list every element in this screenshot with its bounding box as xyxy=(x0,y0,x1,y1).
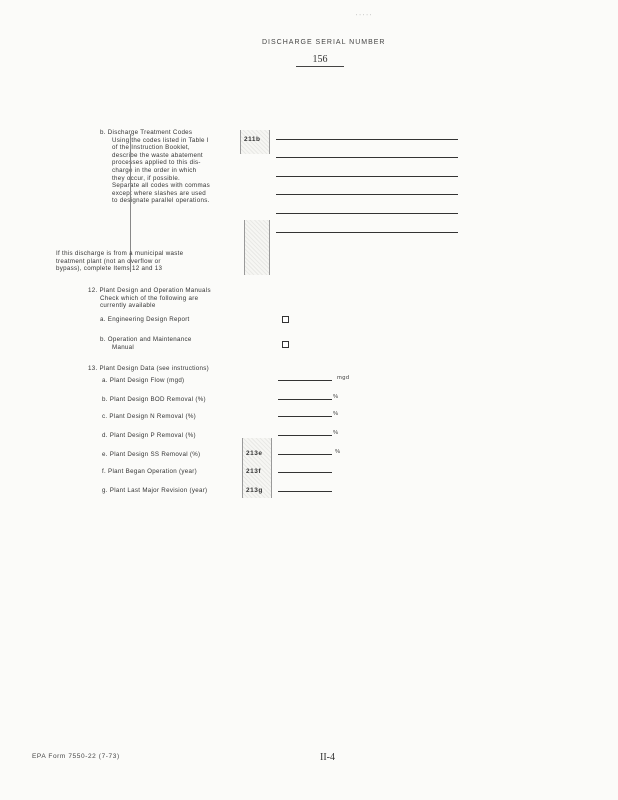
item-12b-line: Manual xyxy=(112,343,135,351)
row-label: d. Plant Design P Removal (%) xyxy=(102,432,196,439)
row-unit: % xyxy=(335,449,341,455)
row-label: a. Plant Design Flow (mgd) xyxy=(102,377,185,384)
ss-removal-field[interactable] xyxy=(278,454,332,455)
code-label-213f: 213f xyxy=(246,468,262,475)
treatment-line: Separate all codes with commas xyxy=(112,182,211,190)
treatment-line: to designate parallel operations. xyxy=(112,197,210,205)
municipal-note xyxy=(56,250,246,273)
treatment-line: describe the waste abatement xyxy=(112,151,203,159)
item-12b-line: b. Operation and Maintenance xyxy=(100,336,192,343)
treatment-line: charge in the order in which xyxy=(112,166,197,174)
treatment-code-line-2[interactable] xyxy=(276,157,458,158)
treatment-line: of the Instruction Booklet, xyxy=(112,144,190,152)
item-12-line: currently available xyxy=(100,302,156,310)
treatment-code-line-6[interactable] xyxy=(276,232,458,233)
municipal-line: If this discharge is from a municipal waste xyxy=(56,250,184,257)
p-removal-field[interactable] xyxy=(278,435,332,436)
municipal-line: treatment plant (not an overflow or xyxy=(56,257,161,265)
row-unit: mgd xyxy=(337,375,350,381)
code-box-211b xyxy=(240,130,270,154)
item-12-heading xyxy=(88,287,268,310)
item-13-heading: 13. Plant Design Data (see instructions) xyxy=(88,365,210,372)
treatment-code-line-5[interactable] xyxy=(276,213,458,214)
plant-design-flow-field[interactable] xyxy=(278,380,332,381)
serial-number-title: DISCHARGE SERIAL NUMBER xyxy=(262,39,386,46)
item-12-line: 12. Plant Design and Operation Manuals xyxy=(88,287,211,294)
item-12-line: Check which of the following are xyxy=(100,294,199,302)
row-label: e. Plant Design SS Removal (%) xyxy=(102,451,201,458)
treatment-line: b. Discharge Treatment Codes xyxy=(100,129,193,136)
code-label-213e: 213e xyxy=(246,450,263,457)
engineering-report-checkbox[interactable] xyxy=(282,316,289,323)
code-label-211b: 211b xyxy=(244,136,261,143)
treatment-code-line-4[interactable] xyxy=(276,194,458,195)
item-12b-label xyxy=(100,336,192,351)
treatment-code-line-1[interactable] xyxy=(276,139,458,140)
code-label-213g: 213g xyxy=(246,487,263,494)
om-manual-checkbox[interactable] xyxy=(282,341,289,348)
page-number: II-4 xyxy=(320,752,335,763)
treatment-codes-instructions xyxy=(100,129,240,205)
item-12a-label: a. Engineering Design Report xyxy=(100,316,190,323)
header-marks: ' ' ' ' ' xyxy=(356,14,372,20)
bod-removal-field[interactable] xyxy=(278,399,332,400)
serial-number-value: 156 xyxy=(296,54,344,67)
form-number: EPA Form 7550-22 (7-73) xyxy=(32,753,120,760)
row-unit: % xyxy=(333,411,339,417)
row-unit: % xyxy=(333,430,339,436)
row-label: b. Plant Design BOD Removal (%) xyxy=(102,396,206,403)
began-operation-field[interactable] xyxy=(278,472,332,473)
row-label: f. Plant Began Operation (year) xyxy=(102,468,197,475)
row-label: c. Plant Design N Removal (%) xyxy=(102,413,196,420)
code-box-shaded xyxy=(244,220,270,275)
treatment-line: processes applied to this dis- xyxy=(112,159,201,167)
treatment-line: Using the codes listed in Table I xyxy=(112,136,209,144)
last-revision-field[interactable] xyxy=(278,491,332,492)
row-unit: % xyxy=(333,394,339,400)
n-removal-field[interactable] xyxy=(278,416,332,417)
treatment-line: except where slashes are used xyxy=(112,189,206,197)
treatment-code-line-3[interactable] xyxy=(276,176,458,177)
row-label: g. Plant Last Major Revision (year) xyxy=(102,487,208,494)
municipal-line: bypass), complete Items 12 and 13 xyxy=(56,265,163,273)
treatment-line: they occur, if possible. xyxy=(112,174,181,182)
